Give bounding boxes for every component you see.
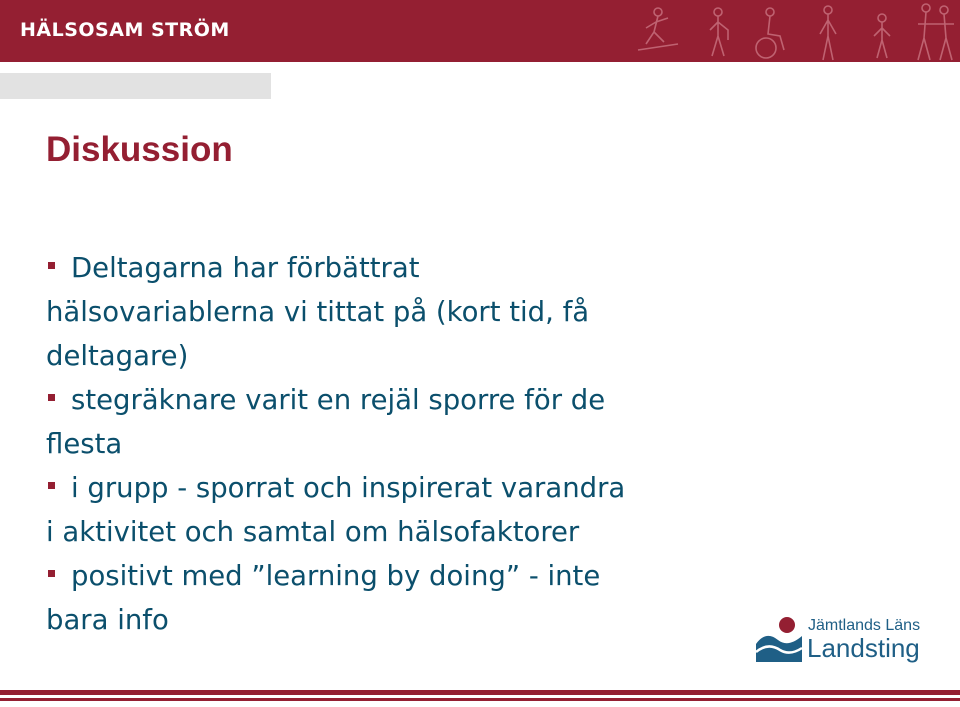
- bullet-item: [46, 554, 736, 642]
- bullet-text-continuation: bara info: [46, 604, 169, 636]
- square-bullet-icon: [48, 570, 55, 577]
- bullet-text-continuation: flesta: [46, 428, 123, 460]
- logo-text-line2: Landsting: [807, 633, 920, 663]
- header-bar: [0, 0, 960, 62]
- bullet-item: [46, 466, 736, 554]
- people-silhouettes-decoration: [628, 0, 960, 64]
- footer-line: [0, 690, 960, 695]
- logo-text-line1: Jämtlands Läns: [808, 617, 921, 634]
- bullet-text-continuation: hälsovariablerna vi tittat på (kort tid, få: [46, 296, 590, 328]
- bullet-text-continuation: deltagare): [46, 340, 189, 372]
- landsting-logo: [754, 612, 924, 668]
- bullet-text: stegräknare varit en rejäl sporre för de: [71, 384, 606, 416]
- section-divider-bar: [0, 73, 271, 99]
- bullet-text: i grupp - sporrat och inspirerat varandra: [71, 472, 626, 504]
- square-bullet-icon: [48, 262, 55, 269]
- bullet-text-continuation: i aktivitet och samtal om hälsofaktorer: [46, 516, 580, 548]
- bullet-list: [46, 246, 736, 642]
- header-title: HÄLSOSAM STRÖM: [20, 19, 230, 41]
- landsting-emblem-icon: [754, 614, 804, 664]
- bullet-item: [46, 378, 736, 466]
- bullet-text: positivt med ”learning by doing” - inte: [71, 560, 601, 592]
- footer-line: [0, 698, 960, 701]
- square-bullet-icon: [48, 482, 55, 489]
- bullet-text: Deltagarna har förbättrat: [71, 252, 420, 284]
- slide-title: Diskussion: [46, 130, 233, 169]
- square-bullet-icon: [48, 394, 55, 401]
- bullet-item: [46, 246, 736, 378]
